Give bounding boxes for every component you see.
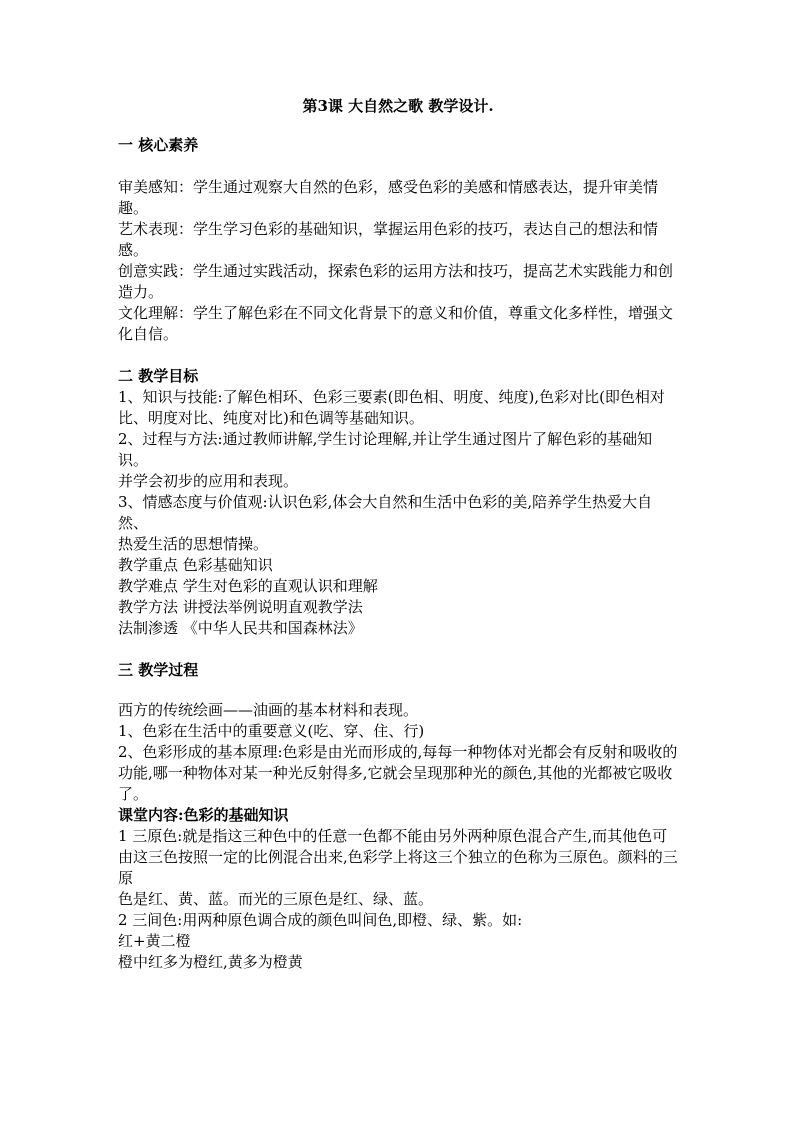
paragraph-artistic-expression: 艺术表现：学生学习色彩的基础知识，掌握运用色彩的技巧，表达自己的想法和情感。 xyxy=(118,220,659,259)
spacer xyxy=(118,156,678,177)
goal-line: 3、情感态度与价值观:认识色彩,体会大自然和生活中色彩的美,陪养学生热爱大自然、 xyxy=(118,493,653,532)
content-line: 1 三原色:就是指这三种色中的任意一色都不能由另外两种原色混合产生,而其他色可 xyxy=(118,827,668,845)
content-line: 色是红、黄、蓝。而光的三原色是红、绿、蓝。 xyxy=(118,890,434,908)
spacer xyxy=(118,639,678,660)
goal-line: 热爱生活的思想情操。 xyxy=(118,535,269,553)
goal-line: 1、知识与技能:了解色相环、色彩三要素(即色相、明度、纯度),色彩对比(即色相对 xyxy=(118,388,665,406)
process-line: 1、色彩在生活中的重要意义(吃、穿、住、行) xyxy=(118,722,425,740)
paragraph-cultural-understanding: 文化理解：学生了解色彩在不同文化背景下的意义和价值，尊重文化多样性，增强文化自信。 xyxy=(118,304,674,343)
content-line: 由这三色按照一定的比例混合出来,色彩学上将这三个独立的色称为三原色。颜料的三原 xyxy=(118,848,678,887)
document-title: 第3课 大自然之歌 教学设计. xyxy=(302,97,494,115)
goal-line: 并学会初步的应用和表现。 xyxy=(118,472,299,490)
teaching-method: 教学方法 讲授法举例说明直观教学法 xyxy=(118,598,363,616)
process-line: 西方的传统绘画——油画的基本材料和表现。 xyxy=(118,701,419,719)
goal-line: 比、明度对比、纯度对比)和色调等基础知识。 xyxy=(118,409,424,427)
goal-line: 2、过程与方法:通过教师讲解,学生讨论理解,并让学生通过图片了解色彩的基础知识。 xyxy=(118,430,653,469)
paragraph-aesthetic-perception: 审美感知：学生通过观察大自然的色彩，感受色彩的美感和情感表达，提升审美情趣。 xyxy=(118,178,659,217)
section-heading-core-literacy: 一 核心素养 xyxy=(118,136,199,154)
content-line: 红+黄二橙 xyxy=(118,932,191,950)
teaching-key-point: 教学重点 色彩基础知识 xyxy=(118,556,273,574)
legal-education: 法制渗透 《中华人民共和国森林法》 xyxy=(118,619,363,637)
section-heading-teaching-process: 三 教学过程 xyxy=(118,661,199,679)
teaching-difficulty: 教学难点 学生对色彩的直观认识和理解 xyxy=(118,577,378,595)
content-line: 橙中红多为橙红,黄多为橙黄 xyxy=(118,953,303,971)
section-heading-teaching-goals: 二 教学目标 xyxy=(118,367,199,385)
spacer xyxy=(118,345,678,366)
content-line: 2 三间色:用两种原色调合成的颜色叫间色,即橙、绿、紫。如: xyxy=(118,911,523,929)
process-line: 2、色彩形成的基本原理:色彩是由光而形成的,每每一种物体对光都会有反射和吸收的功能,哪一种物体对某一种光反射得多,它就会呈现那种光的颜色,其他的光都被它吸收了。 xyxy=(118,743,678,803)
paragraph-creative-practice: 创意实践：学生通过实践活动，探索色彩的运用方法和技巧，提高艺术实践能力和创造力。 xyxy=(118,262,674,301)
spacer xyxy=(118,681,678,700)
document-page xyxy=(118,96,678,973)
content-heading: 课堂内容:色彩的基础知识 xyxy=(118,806,289,824)
